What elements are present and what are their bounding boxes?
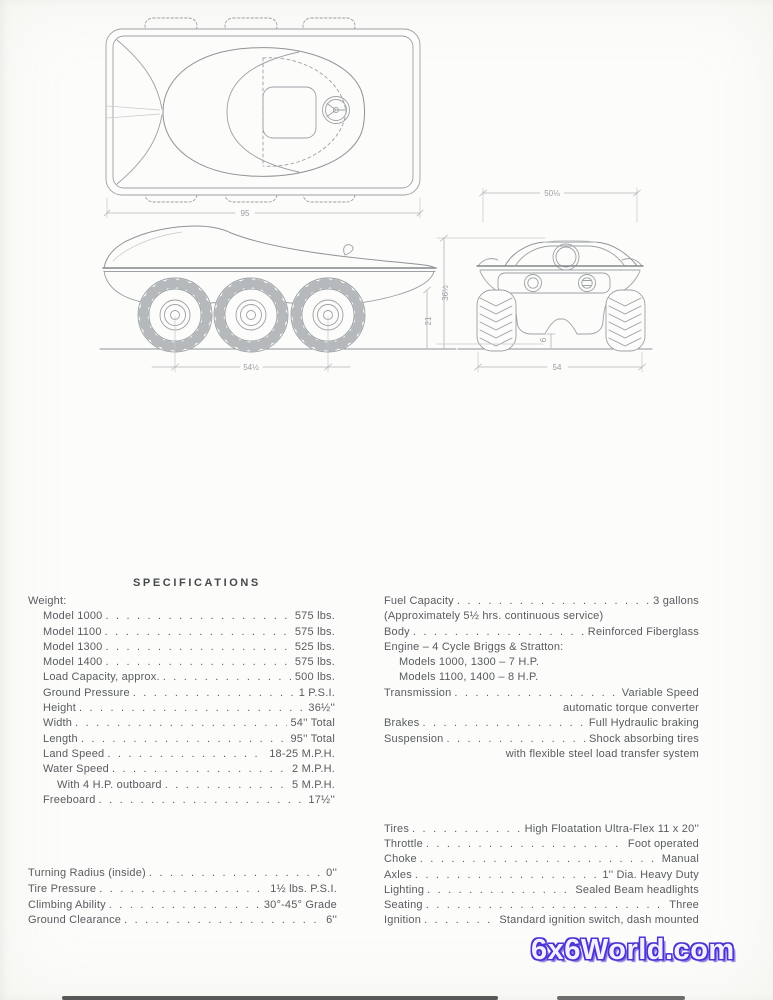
dimension-overall-width — [475, 352, 646, 372]
page-title: SPECIFICATIONS — [133, 577, 261, 589]
dimension-hull-height — [424, 287, 434, 349]
dot-leader — [426, 898, 667, 913]
spec-line — [28, 594, 335, 609]
spec-line — [384, 716, 699, 731]
spec-line — [384, 625, 699, 640]
dot-leader — [420, 852, 659, 867]
spec-list-mobility — [28, 866, 337, 929]
spec-line — [28, 882, 337, 898]
watermark: 6x6World.com — [531, 934, 735, 966]
spec-line — [384, 837, 699, 852]
spec-line — [28, 686, 335, 701]
spec-value: Reinforced Fiberglass — [587, 625, 699, 638]
spec-label: Suspension — [384, 732, 444, 745]
dot-leader — [106, 609, 292, 624]
vehicle-drawings — [0, 0, 773, 400]
spec-value: 0'' — [326, 867, 337, 879]
spec-label: Climbing Ability — [28, 898, 106, 911]
spec-label: Water Speed — [43, 763, 109, 776]
spec-value: Full Hydraulic braking — [588, 717, 699, 730]
spec-value: Variable Speed — [621, 686, 699, 699]
spec-label: Axles — [384, 868, 412, 881]
spec-label: Model 1100 — [43, 625, 102, 638]
spec-value: 1 P.S.I. — [298, 686, 335, 699]
spec-line — [384, 868, 699, 883]
spec-value: 1'' Dia. Heavy Duty — [602, 868, 699, 881]
dim-label-ground-clearance: 6 — [539, 337, 548, 343]
dot-leader — [124, 913, 323, 929]
spec-value: 575 lbs. — [294, 625, 335, 638]
dim-label-hull-height: 21 — [424, 316, 433, 326]
spec-label: Body — [384, 625, 410, 638]
spec-line — [384, 609, 699, 624]
spec-label: with flexible steel load transfer system — [505, 747, 699, 760]
spec-line — [28, 913, 337, 929]
dot-leader — [427, 883, 572, 898]
spec-value: Foot operated — [627, 838, 699, 851]
side-wheel-middle — [214, 278, 288, 352]
spec-label: Tire Pressure — [28, 882, 97, 895]
spec-line — [28, 609, 335, 624]
spec-line — [384, 670, 699, 685]
dot-leader — [447, 732, 587, 747]
dot-leader — [149, 866, 323, 882]
spec-value: 18-25 M.P.H. — [269, 747, 335, 760]
spec-line — [384, 655, 699, 670]
top-view-drawing — [106, 18, 420, 202]
spec-label: Height — [43, 702, 76, 715]
dim-label-top-width: 50⅛ — [544, 189, 560, 198]
spec-value: 575 lbs. — [294, 610, 335, 623]
dot-leader — [106, 640, 292, 655]
spec-value: 500 lbs. — [294, 671, 335, 684]
spec-line — [28, 762, 335, 777]
spec-line — [28, 793, 335, 808]
spec-line — [28, 898, 337, 914]
spec-label: Length — [43, 732, 78, 745]
spec-line — [384, 747, 699, 762]
spec-label: Ground Pressure — [43, 686, 130, 699]
spec-label: Ground Clearance — [28, 914, 122, 927]
spec-label: Transmission — [384, 686, 452, 699]
spec-value: 575 lbs. — [294, 656, 335, 669]
spec-value: Manual — [661, 853, 699, 866]
spec-line — [384, 701, 699, 716]
dot-leader — [426, 837, 625, 852]
spec-line — [28, 701, 335, 716]
dimension-top-width — [480, 188, 641, 222]
dot-leader — [81, 732, 288, 747]
spec-value: 17½'' — [308, 793, 335, 806]
spec-line — [384, 883, 699, 898]
dim-label-overall-height: 36½ — [441, 285, 450, 301]
side-view-drawing — [100, 226, 456, 352]
spec-label: Brakes — [384, 717, 420, 730]
spec-label: Engine – 4 Cycle Briggs & Stratton: — [384, 640, 564, 653]
spec-line — [384, 913, 699, 928]
spec-label: Model 1000 — [43, 610, 103, 623]
spec-label: Throttle — [384, 838, 423, 851]
spec-label: Land Speed — [43, 747, 105, 760]
front-tire-left — [477, 290, 516, 351]
spec-label: Tires — [384, 823, 410, 835]
spec-line — [28, 866, 337, 882]
spec-label: Seating — [384, 899, 423, 912]
spec-value: 1½ lbs. P.S.I. — [270, 882, 337, 895]
spec-line — [384, 594, 699, 609]
headlight-left — [525, 275, 542, 292]
spec-list-equipment — [384, 822, 699, 928]
dot-leader — [105, 625, 292, 640]
dot-leader — [412, 822, 522, 837]
dot-leader — [99, 882, 267, 898]
spec-line — [384, 686, 699, 701]
scan-artifact — [557, 996, 685, 1000]
spec-value: Sealed Beam headlights — [575, 883, 699, 896]
spec-line — [28, 625, 335, 640]
spec-label: With 4 H.P. outboard — [57, 778, 162, 791]
dot-leader — [112, 762, 289, 777]
dim-label-overall-width: 54 — [552, 363, 562, 372]
spec-line — [28, 778, 335, 793]
spec-label: Weight: — [28, 595, 67, 607]
spec-label: Model 1400 — [43, 656, 103, 669]
spec-label: (Approximately 5½ hrs. continuous service) — [384, 610, 604, 623]
spec-line — [384, 852, 699, 867]
spec-line — [384, 732, 699, 747]
dot-leader — [457, 594, 650, 609]
front-tire-right — [606, 290, 645, 351]
spec-label: Turning Radius (inside) — [28, 867, 146, 879]
dot-leader — [109, 898, 261, 914]
spec-line — [384, 898, 699, 913]
dot-leader — [133, 686, 296, 701]
spec-list-weight — [28, 594, 335, 808]
spec-value: 30°-45° Grade — [263, 898, 337, 911]
spec-value: 5 M.P.H. — [292, 778, 335, 791]
spec-line — [28, 655, 335, 670]
scan-artifact — [62, 996, 498, 1000]
spec-value: High Floatation Ultra-Flex 11 x 20'' — [524, 823, 699, 835]
dot-leader — [165, 778, 289, 793]
spec-label: Models 1000, 1300 – 7 H.P. — [399, 656, 540, 669]
dot-leader — [75, 716, 287, 731]
spec-label: Ignition — [384, 914, 422, 927]
spec-value: 6'' — [326, 914, 337, 927]
spec-label: Models 1100, 1400 – 8 H.P. — [399, 671, 539, 684]
spec-label: Freeboard — [43, 793, 96, 806]
spec-value: Standard ignition switch, dash mounted — [499, 914, 699, 927]
headlight-right — [579, 275, 596, 292]
dot-leader — [107, 747, 266, 762]
spec-value: Shock absorbing tires — [589, 732, 699, 745]
spec-value: 3 gallons — [653, 595, 699, 607]
dimension-overall-length — [104, 198, 423, 218]
spec-list-powertrain — [384, 594, 699, 762]
spec-label: Width — [43, 717, 73, 730]
dot-leader — [163, 670, 292, 685]
dot-leader — [99, 793, 306, 808]
spec-value: 54'' Total — [290, 717, 335, 730]
spec-line — [384, 640, 699, 655]
spec-line — [384, 822, 699, 837]
dot-leader — [413, 625, 585, 640]
spec-line — [28, 747, 335, 762]
spec-label: Model 1300 — [43, 640, 103, 653]
spec-label: Lighting — [384, 883, 425, 896]
dot-leader — [424, 913, 496, 928]
dim-label-axle-spread: 54½ — [243, 363, 259, 372]
spec-value: 36½'' — [308, 702, 335, 715]
dot-leader — [106, 655, 292, 670]
spec-line — [28, 716, 335, 731]
dot-leader — [422, 716, 585, 731]
front-view-drawing — [458, 241, 652, 352]
spec-label: automatic torque converter — [562, 702, 699, 715]
spec-label: Choke — [384, 853, 417, 866]
spec-line — [28, 732, 335, 747]
spec-value: 95'' Total — [290, 732, 335, 745]
spec-line — [28, 670, 335, 685]
spec-value: 525 lbs. — [294, 640, 335, 653]
spec-label: Load Capacity, approx. — [43, 671, 160, 684]
spec-value: Three — [669, 899, 699, 912]
dot-leader — [454, 686, 618, 701]
dot-leader — [79, 701, 305, 716]
dot-leader — [415, 868, 599, 883]
spec-value: 2 M.P.H. — [292, 763, 335, 776]
dim-label-overall-length: 95 — [240, 209, 250, 218]
spec-label: Fuel Capacity — [384, 595, 454, 607]
spec-line — [28, 640, 335, 655]
